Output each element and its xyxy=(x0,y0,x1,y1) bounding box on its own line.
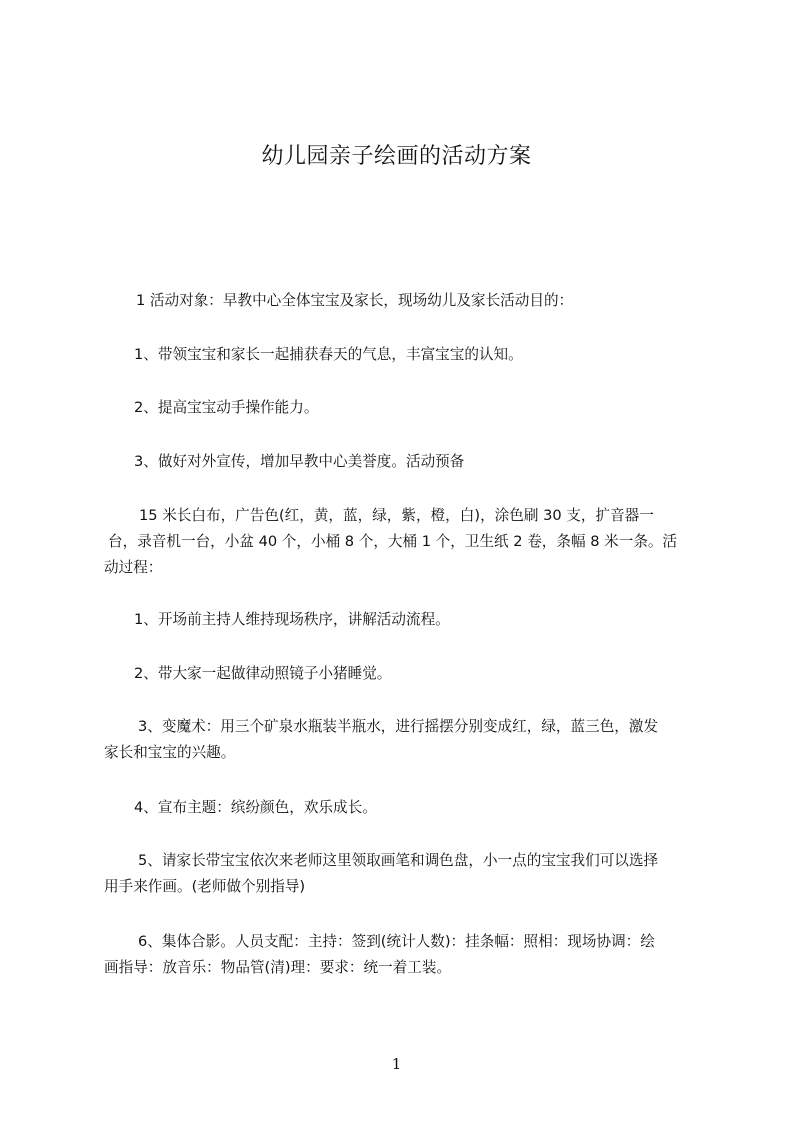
paragraph-process-1 xyxy=(104,607,707,633)
paragraph-goal-1 xyxy=(104,342,707,368)
paragraph-line: 2、带大家一起做律动照镜子小猪睡觉。 xyxy=(134,665,392,682)
paragraph-process-5 xyxy=(104,848,707,900)
paragraph-line: 3、做好对外宣传，增加早教中心美誉度。活动预备 xyxy=(134,453,465,470)
paragraph-line: 4、宣布主题：缤纷颜色，欢乐成长。 xyxy=(134,799,377,816)
paragraph-process-3 xyxy=(104,714,707,766)
paragraph-line: 15 米长白布，广告色(红，黄，蓝，绿，紫，橙，白)，涂色刷 30 支，扩音器一 xyxy=(139,507,654,524)
paragraph-process-4 xyxy=(104,795,707,821)
paragraph-line: 5、请家长带宝宝依次来老师这里领取画笔和调色盘，小一点的宝宝我们可以选择 xyxy=(138,852,659,869)
paragraph-line: 动过程： xyxy=(104,559,163,576)
paragraph-line: 用手来作画。(老师做个别指导) xyxy=(104,878,306,895)
paragraph-activity-target xyxy=(104,288,707,314)
paragraph-process-2 xyxy=(104,661,707,687)
paragraph-line: 3、变魔术：用三个矿泉水瓶装半瓶水，进行摇摆分别变成红，绿，蓝三色，激发 xyxy=(138,718,659,735)
paragraph-goal-3 xyxy=(104,449,707,475)
paragraph-process-6 xyxy=(104,929,707,981)
document-title: 幼儿园亲子绘画的活动方案 xyxy=(261,144,532,169)
paragraph-line: 1、带领宝宝和家长一起捕获春天的气息，丰富宝宝的认知。 xyxy=(134,346,523,363)
paragraph-line: 台，录音机一台，小盆 40 个，小桶 8 个，大桶 1 个，卫生纸 2 卷，条幅 8 米一条。活 xyxy=(108,533,678,550)
paragraph-line: 画指导：放音乐：物品管(清)理：要求：统一着工装。 xyxy=(104,959,452,976)
paragraph-line: 1、开场前主持人维持现场秩序，讲解活动流程。 xyxy=(134,611,450,628)
paragraph-goal-2 xyxy=(104,395,707,421)
paragraph-line: 6、集体合影。人员支配：主持：签到(统计人数)：挂条幅：照相：现场协调：绘 xyxy=(138,933,655,950)
paragraph-materials xyxy=(104,503,707,581)
paragraph-line: 家长和宝宝的兴趣。 xyxy=(104,744,236,761)
page-number: 1 xyxy=(391,1055,402,1073)
paragraph-line: 2、提高宝宝动手操作能力。 xyxy=(134,399,319,416)
paragraph-line: 1 活动对象：早教中心全体宝宝及家长，现场幼儿及家长活动目的： xyxy=(136,292,574,309)
